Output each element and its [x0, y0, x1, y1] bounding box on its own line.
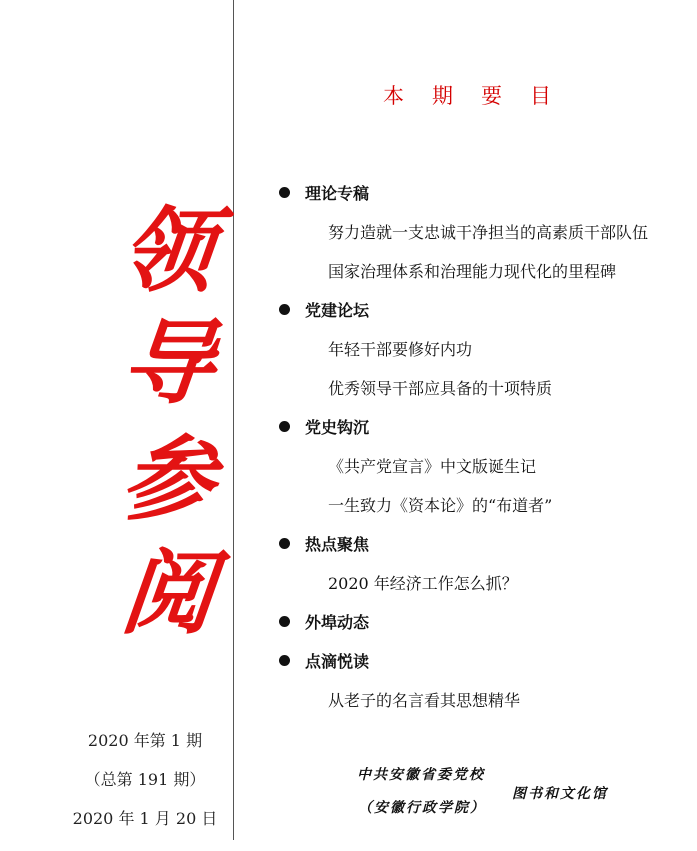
- toc-category: [279, 298, 369, 321]
- category-label: 外埠动态: [305, 613, 370, 632]
- toc-article: 《共产党宣言》中文版诞生记: [328, 457, 537, 476]
- category-label: 党史钩沉: [305, 418, 370, 437]
- publisher-subname: （安徽行政学院）: [358, 800, 486, 816]
- issue-total: （总第 191 期）: [84, 770, 206, 789]
- toc-article: 优秀领导干部应具备的十项特质: [328, 379, 553, 398]
- bullet-icon: [279, 187, 290, 198]
- toc-article: 2020 年经济工作怎么抓？: [328, 574, 518, 593]
- toc-category: [279, 415, 369, 438]
- toc-article: 努力造就一支忠诚干净担当的高素质干部队伍: [328, 223, 649, 242]
- masthead-char-2: 导: [116, 309, 220, 417]
- masthead-char-4: 阅: [116, 539, 220, 647]
- category-label: 党建论坛: [305, 301, 370, 320]
- bullet-icon: [279, 304, 290, 315]
- masthead-char-3: 参: [116, 425, 220, 533]
- masthead-calligraphy: [116, 197, 220, 647]
- bullet-icon: [279, 655, 290, 666]
- bullet-icon: [279, 421, 290, 432]
- bullet-icon: [279, 538, 290, 549]
- category-label: 热点聚焦: [305, 535, 370, 554]
- publisher-name: 中共安徽省委党校: [357, 767, 485, 783]
- masthead-char-1: 领: [116, 197, 220, 305]
- toc-category: [279, 649, 369, 672]
- toc-article: 从老子的名言看其思想精华: [328, 691, 521, 710]
- bullet-icon: [279, 616, 290, 627]
- category-label: 点滴悦读: [305, 652, 370, 671]
- toc-article: 国家治理体系和治理能力现代化的里程碑: [328, 262, 617, 281]
- toc-category: [279, 610, 369, 633]
- vertical-divider: [233, 0, 234, 840]
- category-label: 理论专稿: [305, 184, 370, 203]
- toc-article: 年轻干部要修好内功: [328, 340, 473, 359]
- toc-category: [279, 181, 369, 204]
- toc-category: [279, 532, 369, 555]
- publisher-dept: 图书和文化馆: [512, 786, 608, 802]
- toc-heading: 本期要目: [383, 84, 579, 108]
- toc-article: 一生致力《资本论》的“布道者”: [328, 496, 553, 515]
- issue-date: 2020 年 1 月 20 日: [72, 809, 218, 828]
- issue-number: 2020 年第 1 期: [87, 731, 203, 750]
